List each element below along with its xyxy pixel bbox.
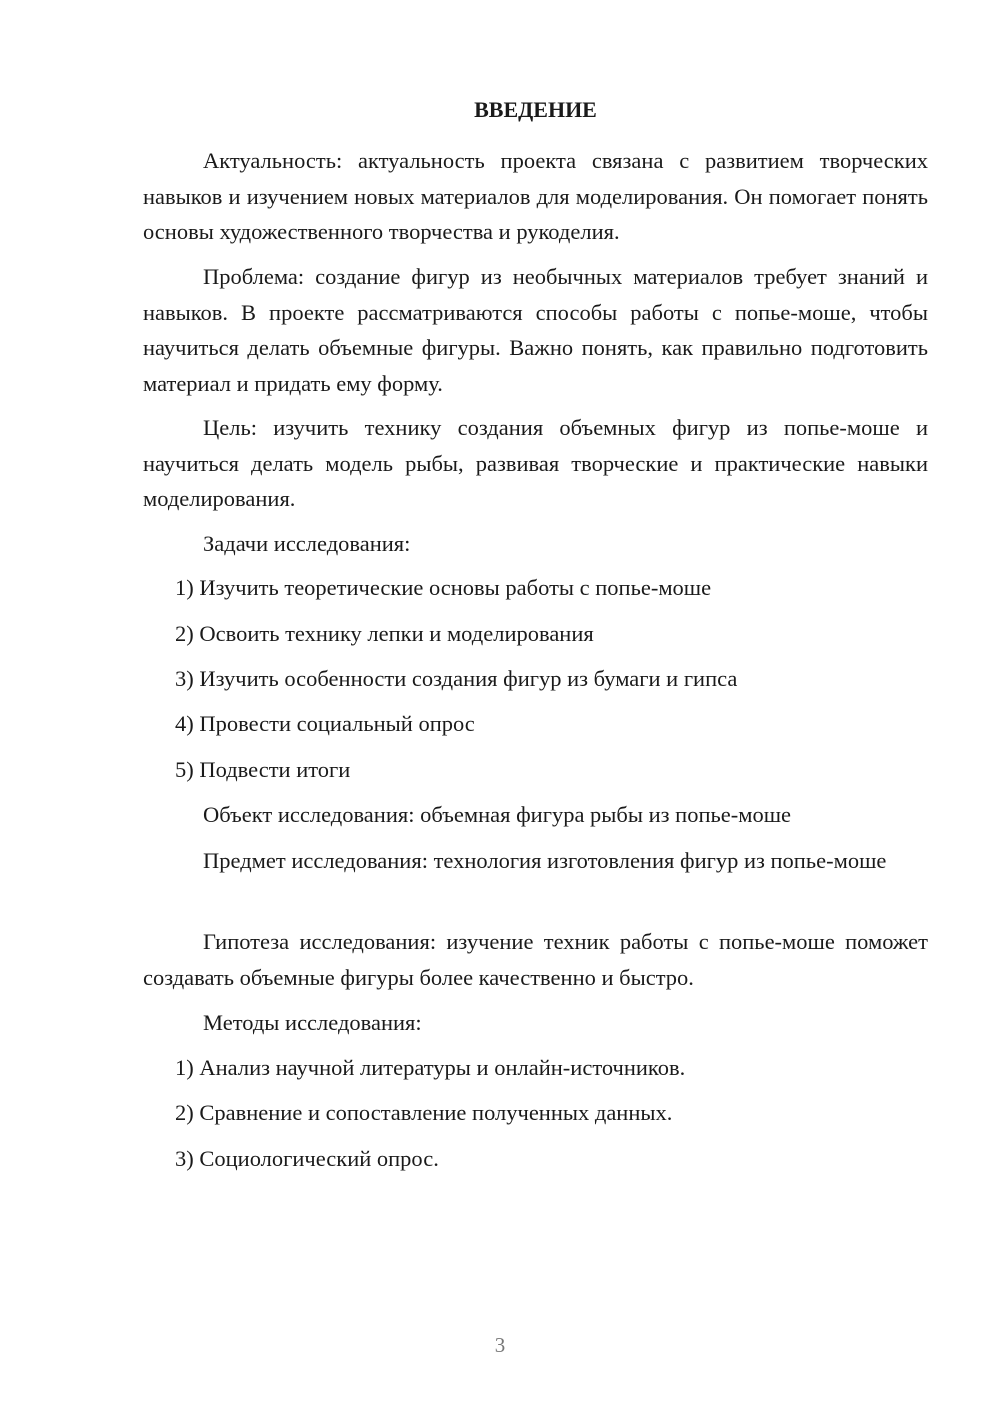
goal-text: Цель: изучить технику создания объемных фигур из попье-моше и научиться делать модель рыбы, развивая творческие и практические навыки моделирования. xyxy=(143,415,928,511)
page-number: 3 xyxy=(494,1333,506,1357)
object-text: Объект исследования: объемная фигура рыбы из попье-моше xyxy=(203,802,792,827)
goal-paragraph xyxy=(143,410,928,517)
subject-text: Предмет исследования: технология изготовления фигур из попье-моше xyxy=(203,848,887,873)
list-item: 5) Подвести итоги xyxy=(175,757,351,782)
list-item: 1) Изучить теоретические основы работы с попье-моше xyxy=(175,575,712,600)
tasks-heading: Задачи исследования: xyxy=(203,531,411,556)
methods-heading: Методы исследования: xyxy=(203,1010,422,1035)
list-item: 2) Освоить технику лепки и моделирования xyxy=(175,621,594,646)
list-item: 4) Провести социальный опрос xyxy=(175,711,475,736)
problem-text: Проблема: создание фигур из необычных материалов требует знаний и навыков. В проекте рассматриваются способы работы с попье-моше, чтобы научиться делать объемные фигуры. Важно понять, как правильно подготовить материал и придать ему форму. xyxy=(143,264,928,396)
problem-paragraph xyxy=(143,259,928,401)
list-item: 3) Изучить особенности создания фигур из бумаги и гипса xyxy=(175,666,738,691)
relevance-text: Актуальность: актуальность проекта связана с развитием творческих навыков и изучением новых материалов для моделирования. Он помогает понять основы художественного творчества и рукоделия. xyxy=(143,148,928,244)
page-title: ВВЕДЕНИЕ xyxy=(474,97,597,122)
relevance-paragraph xyxy=(143,143,928,250)
list-item: 3) Социологический опрос. xyxy=(175,1146,439,1171)
hypothesis-text: Гипотеза исследования: изучение техник работы с попье-моше поможет создавать объемные фигуры более качественно и быстро. xyxy=(143,929,928,990)
hypothesis-paragraph xyxy=(143,924,928,995)
list-item: 2) Сравнение и сопоставление полученных данных. xyxy=(175,1100,673,1125)
subject-paragraph xyxy=(143,843,928,879)
list-item: 1) Анализ научной литературы и онлайн-источников. xyxy=(175,1055,686,1080)
